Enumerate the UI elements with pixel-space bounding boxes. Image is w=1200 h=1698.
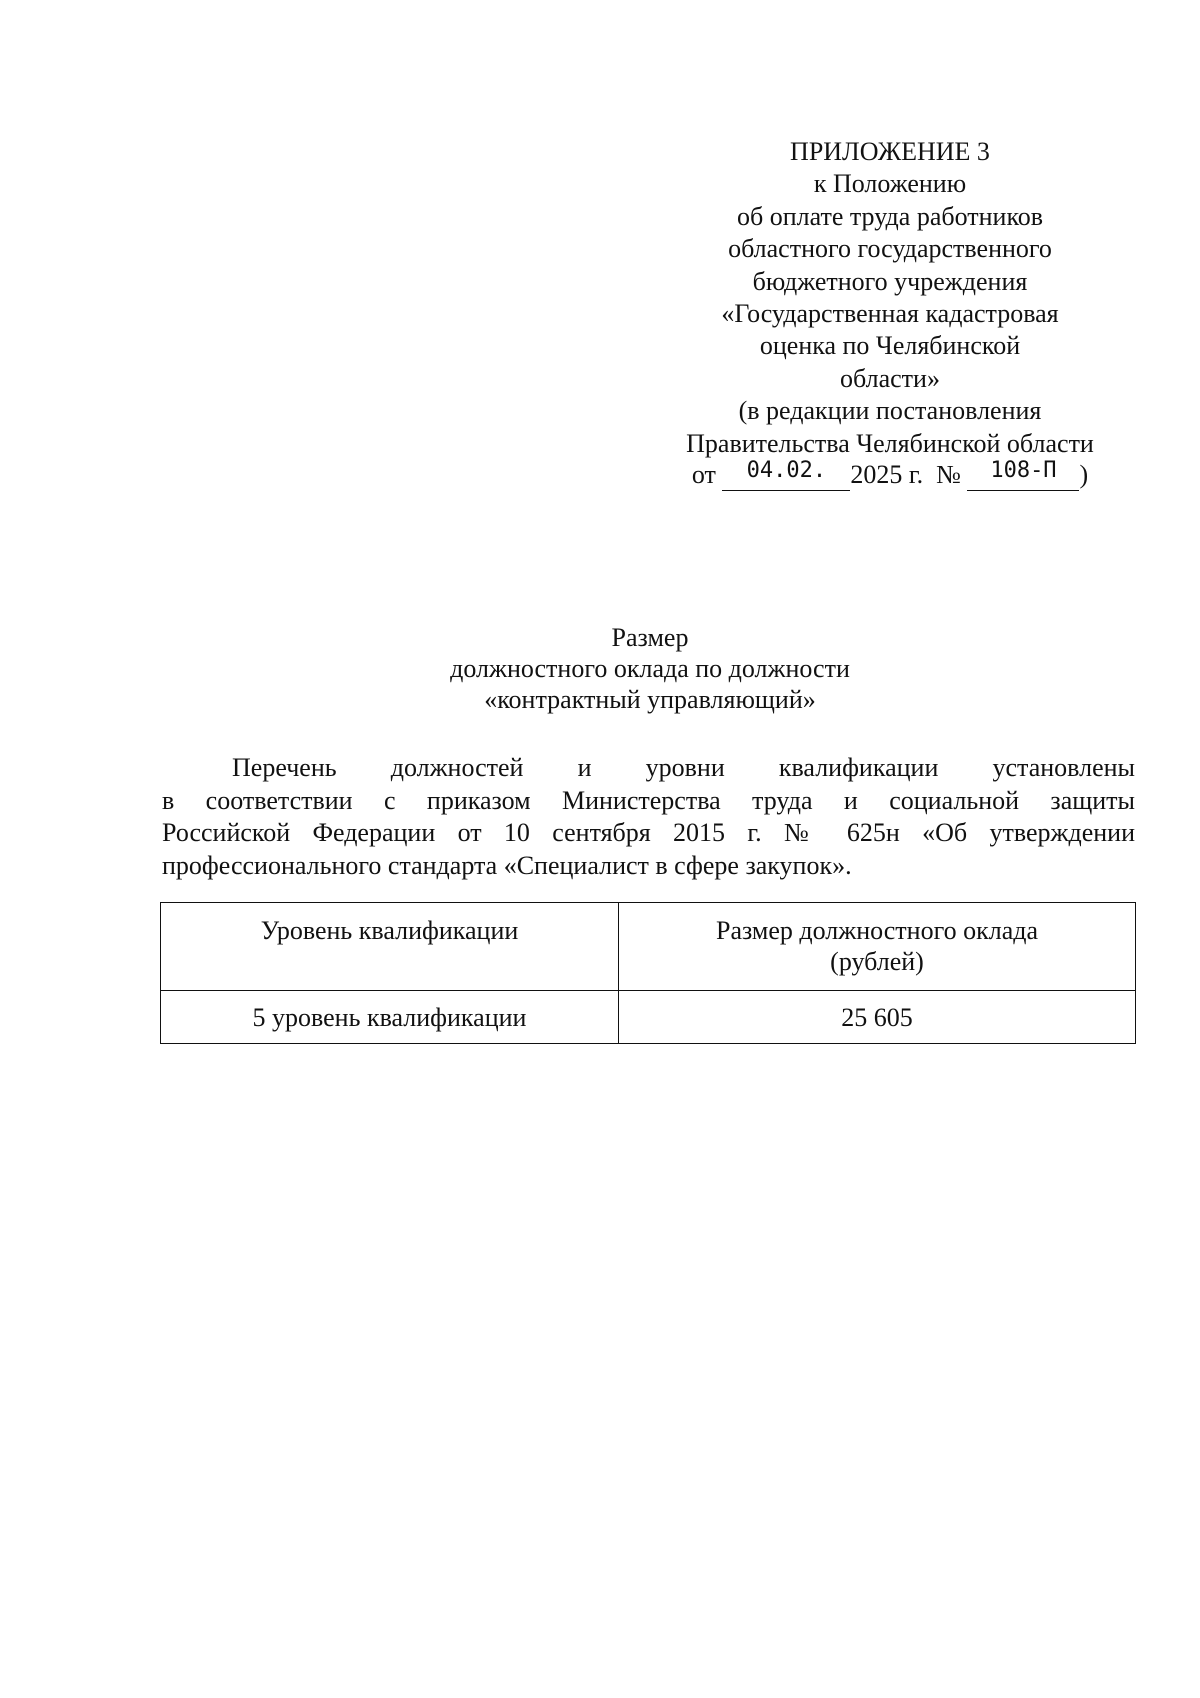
order-number-sign: № [936, 460, 961, 490]
appendix-line: (в редакции постановления [738, 396, 1042, 426]
paragraph-line: профессионального стандарта «Специалист в сфере закупок». [162, 850, 852, 880]
header-salary-unit: (рублей) [830, 947, 924, 976]
appendix-line: «Государственная кадастровая [721, 299, 1059, 329]
title-line: Размер [611, 623, 689, 652]
salary-table [160, 902, 1136, 1044]
document-title [360, 622, 940, 715]
order-prefix: от [691, 460, 716, 490]
order-date-handwritten: 04.02. [746, 458, 827, 484]
order-number-handwritten: 108-П [990, 458, 1057, 484]
paragraph-line: в соответствии с приказом Министерства труда и социальной защиты [162, 785, 1135, 815]
header-qualification-level: Уровень квалификации [260, 916, 519, 945]
appendix-line: бюджетного учреждения [752, 266, 1028, 296]
appendix-header [650, 136, 1130, 491]
appendix-title: ПРИЛОЖЕНИЕ 3 [790, 137, 990, 166]
order-year: 2025 г. [850, 460, 924, 490]
table-row [161, 991, 1136, 1044]
paragraph-line: Российской Федерации от 10 сентября 2015 г. № 625н «Об утверждении [162, 818, 1135, 848]
body-paragraph [162, 752, 1135, 882]
appendix-line: оценка по Челябинской [759, 331, 1021, 361]
appendix-line: об оплате труда работников [736, 201, 1044, 231]
order-number-field [967, 458, 1079, 491]
header-salary-size: Размер должностного оклада [715, 916, 1039, 945]
table-cell-qualification: 5 уровень квалификации [161, 991, 619, 1044]
table-header-row [161, 903, 1136, 991]
order-date-field [722, 458, 850, 491]
paragraph-line: Перечень должностей и уровни квалификации установлены [232, 753, 1135, 782]
order-reference [650, 459, 1130, 491]
title-line: «контрактный управляющий» [484, 685, 816, 714]
table-cell-salary: 25 605 [619, 991, 1136, 1044]
appendix-line: области» [840, 363, 940, 393]
table-header-cell [619, 903, 1136, 991]
title-line: должностного оклада по должности [450, 654, 850, 683]
appendix-line: к Положению [813, 169, 967, 199]
appendix-line: областного государственного [728, 234, 1052, 264]
appendix-line: Правительства Челябинской области [686, 428, 1094, 458]
order-suffix: ) [1079, 460, 1089, 490]
table-header-cell [161, 903, 619, 991]
